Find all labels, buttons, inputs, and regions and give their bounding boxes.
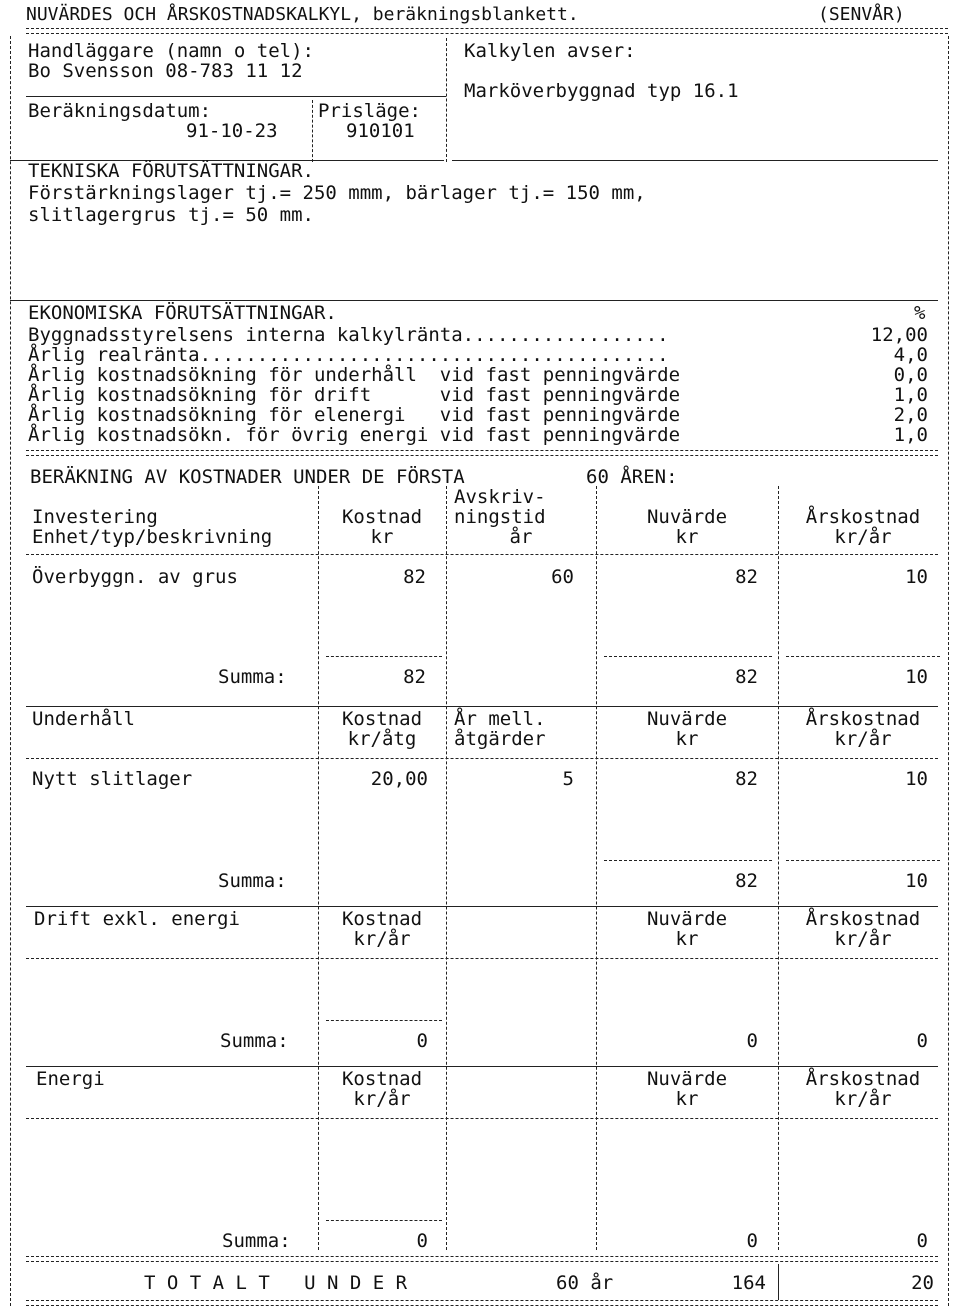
energi-summa-kostnad: 0 <box>416 1230 428 1252</box>
und-summa-rule-5 <box>786 860 940 861</box>
energi-summa-label: Summa: <box>222 1230 291 1252</box>
col-divider-1 <box>318 486 319 1250</box>
ekonomiska-value-0: 12,00 <box>870 324 928 346</box>
drift-summa-label: Summa: <box>220 1030 289 1052</box>
energi-summa-rule-2 <box>326 1220 442 1221</box>
ekonomiska-value-4: 2,0 <box>893 404 928 426</box>
handlaggare-label: Handläggare (namn o tel): <box>28 40 314 62</box>
und-row-name: Nytt slitlager <box>32 768 193 790</box>
energi-col4-h1: kr <box>675 1088 699 1110</box>
inv-summa-kostnad: 82 <box>403 666 426 688</box>
inv-row-kostnad: 82 <box>403 566 426 588</box>
inv-row-nuvarde: 82 <box>735 566 758 588</box>
tekniska-bottom-rule <box>10 300 938 301</box>
drift-col2-h0: Kostnad <box>341 908 423 930</box>
right-frame <box>948 36 949 1306</box>
und-col3-h0: År mell. <box>454 708 546 730</box>
left-frame <box>10 36 11 1306</box>
ekonomiska-heading: EKONOMISKA FÖRUTSÄTTNINGAR. <box>28 302 337 324</box>
und-col2-h0: Kostnad <box>341 708 423 730</box>
drift-header-rule <box>26 958 938 959</box>
und-row-ar: 5 <box>562 768 574 790</box>
inv-col4-h0: Nuvärde <box>646 506 728 528</box>
energi-summa-nuvarde: 0 <box>746 1230 758 1252</box>
inv-col1-h0: Investering <box>32 506 158 528</box>
energi-col1-h: Energi <box>36 1068 105 1090</box>
und-summa-nuvarde: 82 <box>735 870 758 892</box>
ekonomiska-label-4: Årlig kostnadsökning för elenergi vid fast penningvärde <box>28 404 681 426</box>
und-col5-h0: Årskostnad <box>805 708 921 730</box>
inv-summa-nuvarde: 82 <box>735 666 758 688</box>
total-label: T O T A L T U N D E R <box>144 1272 408 1294</box>
inv-col2-h0: Kostnad <box>341 506 423 528</box>
energi-col2-h0: Kostnad <box>341 1068 423 1090</box>
ekonomiska-double-rule <box>26 450 938 456</box>
drift-summa-rule-2 <box>326 1020 442 1021</box>
inv-summa-rule-4 <box>604 656 772 657</box>
und-summa-arskostnad: 10 <box>905 870 928 892</box>
inv-row-name: Överbyggn. av grus <box>32 566 238 588</box>
energi-summa-arskostnad: 0 <box>916 1230 928 1252</box>
berakning-heading: BERÄKNING AV KOSTNADER UNDER DE FÖRSTA <box>30 466 465 488</box>
und-row-arskostnad: 10 <box>905 768 928 790</box>
und-summa-rule-4 <box>604 860 772 861</box>
info-divider <box>446 38 447 162</box>
berakning-years: 60 ÅREN: <box>586 466 678 488</box>
inv-col5-h1: kr/år <box>834 526 892 548</box>
percent-unit: % <box>914 302 926 324</box>
und-row-nuvarde: 82 <box>735 768 758 790</box>
col-divider-2 <box>446 486 447 1250</box>
und-col3-h1: åtgärder <box>454 728 546 750</box>
und-col1-h: Underhåll <box>32 708 135 730</box>
und-col2-h1: kr/åtg <box>347 728 417 750</box>
drift-col1-h: Drift exkl. energi <box>34 908 240 930</box>
prislage-value: 910101 <box>346 120 415 142</box>
ekonomiska-label-0: Byggnadsstyrelsens interna kalkylränta.................. <box>28 324 669 346</box>
und-col4-h0: Nuvärde <box>646 708 728 730</box>
drift-summa-kostnad: 0 <box>416 1030 428 1052</box>
total-arskostnad: 20 <box>911 1272 934 1294</box>
inv-col3-h1: ningstid <box>454 506 546 528</box>
inv-col5-h0: Årskostnad <box>805 506 921 528</box>
ekonomiska-label-2: Årlig kostnadsökning för underhåll vid fast penningvärde <box>28 364 681 386</box>
kalkylen-value: Marköverbyggnad typ 16.1 <box>464 80 739 102</box>
inv-row-arskostnad: 10 <box>905 566 928 588</box>
drift-summa-arskostnad: 0 <box>916 1030 928 1052</box>
tekniska-line1: Förstärkningslager tj.= 250 mmm, bärlager tj.= 150 mm, <box>28 182 646 204</box>
drift-col2-h1: kr/år <box>353 928 411 950</box>
tekniska-heading: TEKNISKA FÖRUTSÄTTNINGAR. <box>28 160 314 182</box>
inv-col4-h1: kr <box>675 526 699 548</box>
info-bottom-rule-right <box>452 160 938 161</box>
double-rule <box>26 28 948 34</box>
ekonomiska-value-3: 1,0 <box>893 384 928 406</box>
total-years: 60 år <box>556 1272 614 1294</box>
und-summa-label: Summa: <box>218 870 287 892</box>
total-nuvarde: 164 <box>731 1272 766 1294</box>
info-rule <box>26 96 446 97</box>
drift-col4-h1: kr <box>675 928 699 950</box>
und-header-rule <box>26 758 938 759</box>
und-col4-h1: kr <box>675 728 699 750</box>
drift-col5-h1: kr/år <box>834 928 892 950</box>
prislage-label: Prisläge: <box>318 100 421 122</box>
col-divider-3 <box>596 486 597 1250</box>
tekniska-line2: slitlagergrus tj.= 50 mm. <box>28 204 314 226</box>
ekonomiska-value-1: 4,0 <box>893 344 928 366</box>
inv-row-tid: 60 <box>551 566 574 588</box>
inv-header-rule <box>26 554 938 555</box>
inv-section-rule <box>26 706 938 707</box>
inv-summa-rule-5 <box>786 656 940 657</box>
berakningsdatum-value: 91-10-23 <box>186 120 278 142</box>
inv-summa-rule-2 <box>326 656 442 657</box>
drift-summa-nuvarde: 0 <box>746 1030 758 1052</box>
ekonomiska-value-2: 0,0 <box>893 364 928 386</box>
org-name: (SENVÅR) <box>818 4 905 25</box>
und-row-kostnad: 20,00 <box>370 768 428 790</box>
energi-col4-h0: Nuvärde <box>646 1068 728 1090</box>
total-bottom-double-rule <box>26 1300 938 1306</box>
energi-col5-h1: kr/år <box>834 1088 892 1110</box>
energi-col2-h1: kr/år <box>353 1088 411 1110</box>
inv-summa-arskostnad: 10 <box>905 666 928 688</box>
ekonomiska-label-1: Årlig realränta......................................... <box>28 344 669 366</box>
drift-col4-h0: Nuvärde <box>646 908 728 930</box>
inv-summa-label: Summa: <box>218 666 287 688</box>
kalkylen-label: Kalkylen avser: <box>464 40 636 62</box>
inv-col3-h0: Avskriv- <box>454 486 546 508</box>
und-col5-h1: kr/år <box>834 728 892 750</box>
inv-col1-h1: Enhet/typ/beskrivning <box>32 526 273 548</box>
und-section-rule <box>26 906 938 907</box>
form-title: NUVÄRDES OCH ÅRSKOSTNADSKALKYL, beräkningsblankett. <box>26 4 579 25</box>
energi-header-rule <box>26 1118 938 1119</box>
ekonomiska-label-3: Årlig kostnadsökning för drift vid fast penningvärde <box>28 384 681 406</box>
total-divider <box>778 1264 779 1300</box>
total-top-double-rule <box>26 1256 938 1262</box>
handlaggare-value: Bo Svensson 08-783 11 12 <box>28 60 303 82</box>
ekonomiska-value-5: 1,0 <box>893 424 928 446</box>
prislage-divider <box>312 100 313 162</box>
energi-col5-h0: Årskostnad <box>805 1068 921 1090</box>
drift-section-rule <box>26 1066 938 1067</box>
ekonomiska-label-5: Årlig kostnadsökn. för övrig energi vid fast penningvärde <box>28 424 681 446</box>
inv-col2-h1: kr <box>370 526 394 548</box>
berakningsdatum-label: Beräkningsdatum: <box>28 100 212 122</box>
col-divider-4 <box>778 486 779 1250</box>
inv-col3-h2: år <box>509 526 533 548</box>
drift-col5-h0: Årskostnad <box>805 908 921 930</box>
